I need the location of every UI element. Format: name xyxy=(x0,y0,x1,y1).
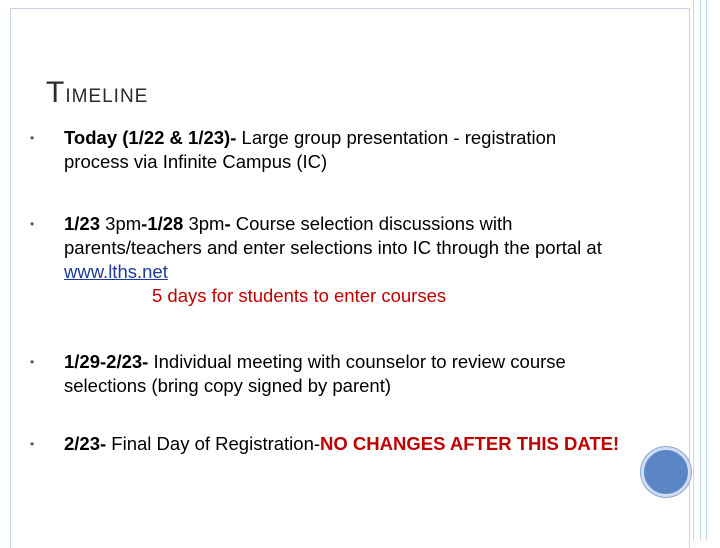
item-emphasis: NO CHANGES AFTER THIS DATE! xyxy=(320,433,620,454)
bullet-dot: • xyxy=(30,355,35,369)
item-date: -1/28 xyxy=(141,213,184,234)
item-dash: - xyxy=(224,213,231,234)
bullet-dot: • xyxy=(30,217,35,231)
bullet-dot: • xyxy=(30,437,35,451)
item-text: Course selection discussions with parents/teachers and enter selections into IC through the portal at xyxy=(64,213,602,258)
item-date: 1/23 xyxy=(64,213,101,234)
decorative-circle xyxy=(641,447,691,497)
title-first-letter: T xyxy=(46,76,66,109)
timeline-item-final-day xyxy=(30,432,624,456)
item-time: 3pm xyxy=(100,213,142,234)
item-time: 3pm xyxy=(183,213,225,234)
item-note: 5 days for students to enter courses xyxy=(152,285,447,306)
timeline-item-counselor xyxy=(30,350,624,398)
title-rest: IMELINE xyxy=(65,86,149,107)
item-date: Today (1/22 & 1/23)- xyxy=(64,127,237,148)
bullet-dot: • xyxy=(30,131,35,145)
lths-link[interactable]: www.lths.net xyxy=(64,261,168,282)
item-text: Large group presentation - registration process via Infinite Campus (IC) xyxy=(64,127,557,172)
timeline-item-course-selection xyxy=(30,212,624,308)
item-date: 2/23- xyxy=(64,433,107,454)
item-date: 1/29-2/23- xyxy=(64,351,149,372)
item-text: Individual meeting with counselor to review course selections (bring copy signed by parent) xyxy=(64,351,566,396)
item-text: Final Day of Registration- xyxy=(106,433,321,454)
timeline-item-today xyxy=(30,126,624,174)
